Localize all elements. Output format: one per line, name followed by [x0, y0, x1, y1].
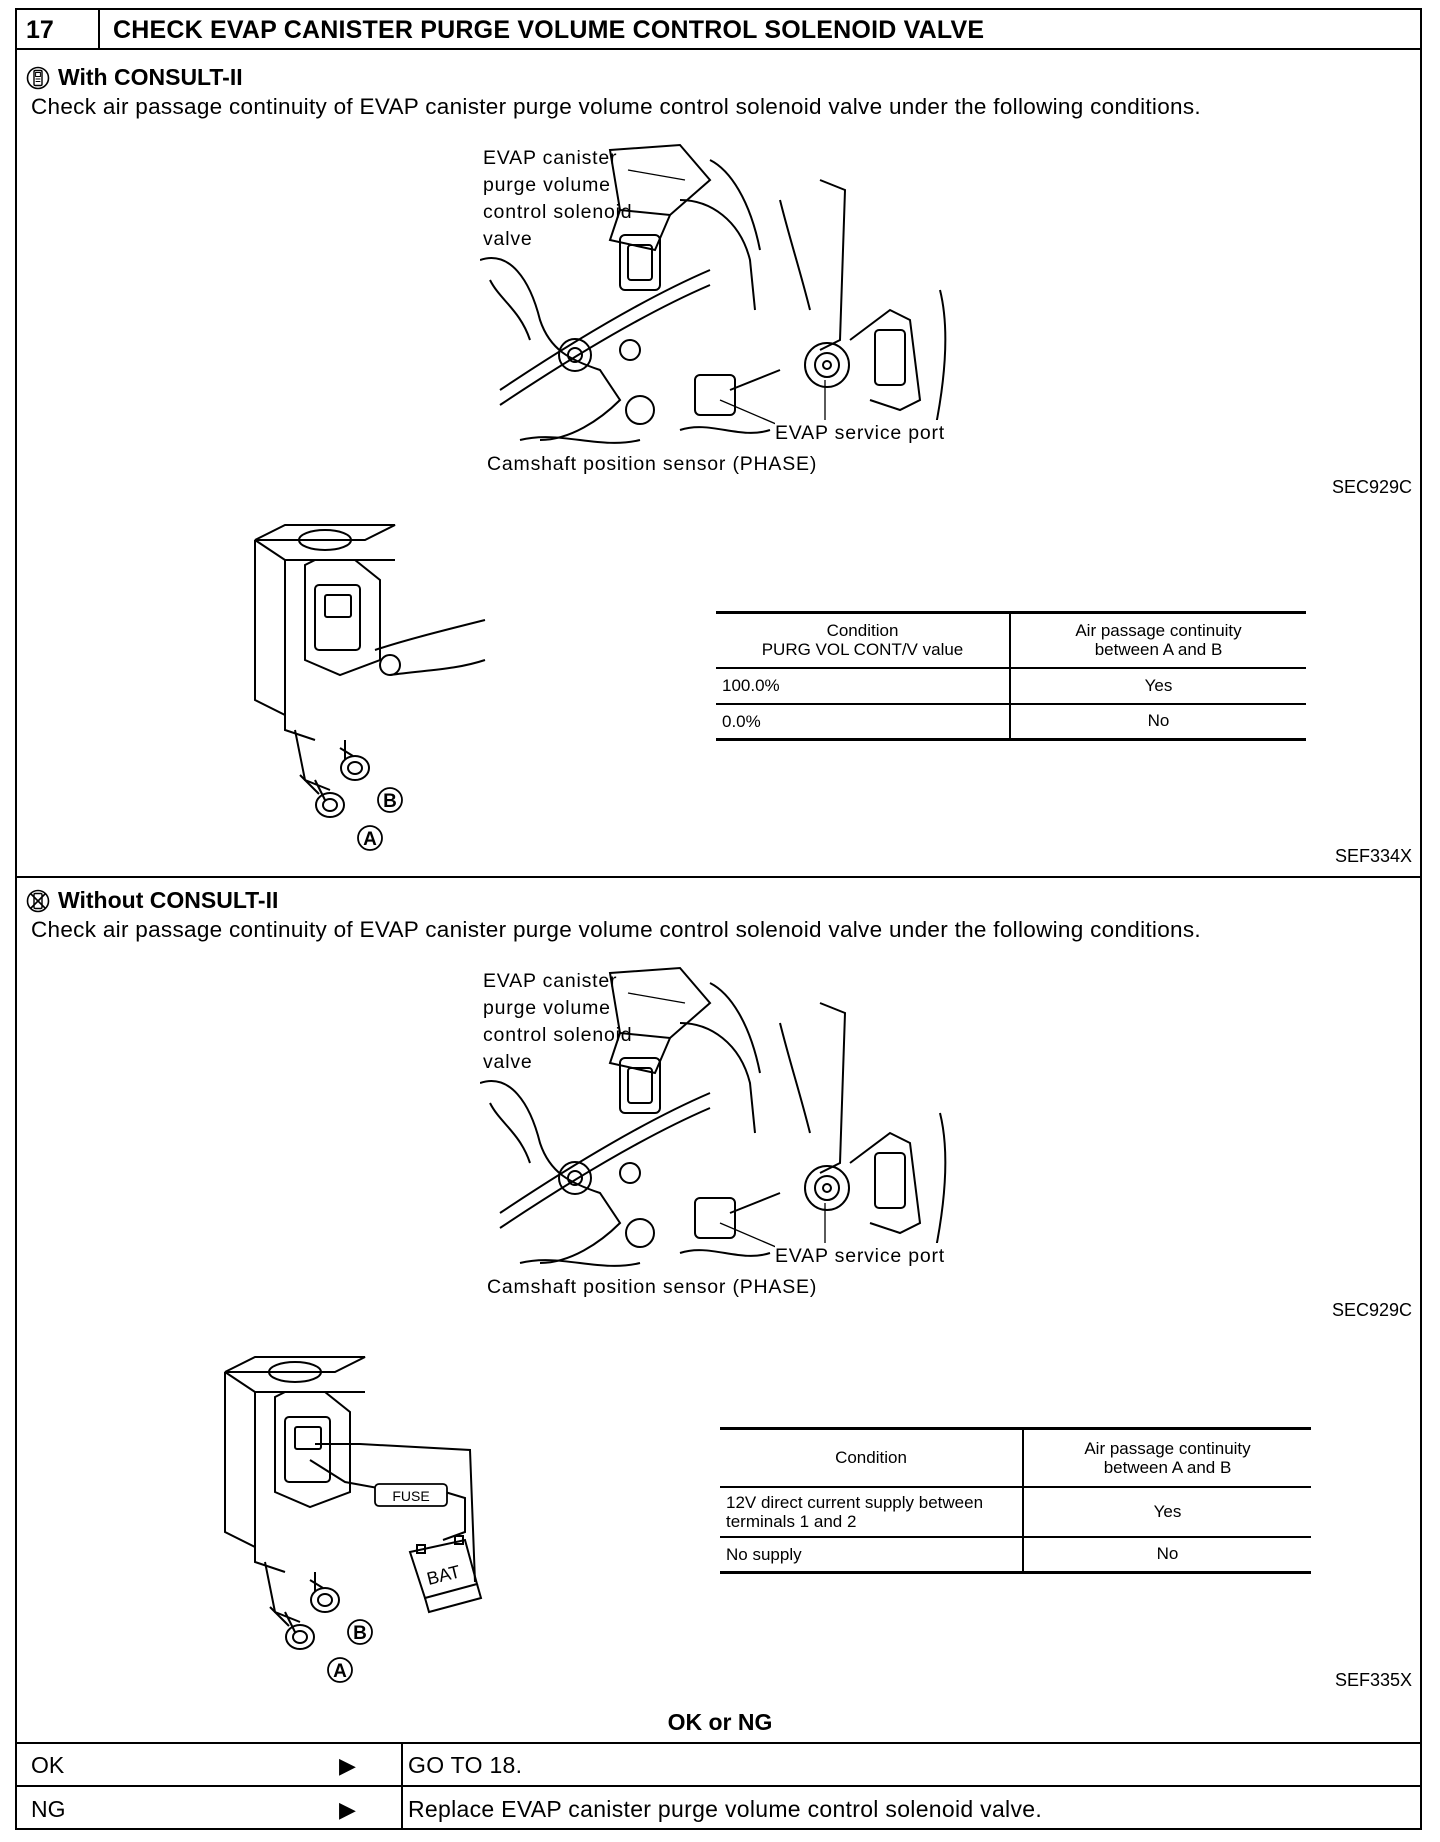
table-cell-condition: 0.0% — [716, 704, 1010, 740]
table-header-condition: Condition — [720, 1429, 1023, 1487]
with-consult-heading — [26, 64, 243, 91]
port-a-label: A — [363, 829, 377, 850]
consult-condition-table — [716, 611, 1306, 741]
table-row — [720, 1537, 1311, 1573]
consult-tool-icon — [26, 66, 50, 90]
table-row — [720, 1487, 1311, 1537]
result-column-divider — [401, 1742, 403, 1830]
no-consult-tool-icon — [26, 889, 50, 913]
result-action-ng: Replace EVAP canister purge volume control solenoid valve. — [408, 1796, 1043, 1822]
result-divider — [15, 1742, 1422, 1744]
valve-callout-line: purge volume — [483, 174, 611, 196]
valve-callout-line: control solenoid — [483, 1024, 633, 1046]
table-header-condition: Condition PURG VOL CONT/V value — [716, 613, 1010, 668]
valve-callout-line: EVAP canister — [483, 147, 618, 169]
figure-code: SEF334X — [1334, 846, 1412, 866]
valve-callout-1 — [483, 145, 632, 253]
fuse-label: FUSE — [392, 1488, 430, 1504]
valve-callout-line: valve — [483, 228, 533, 250]
valve-callout-2 — [483, 968, 632, 1076]
valve-callout-line: purge volume — [483, 997, 611, 1019]
table-cell-condition: No supply — [720, 1537, 1023, 1573]
table-cell-condition: 100.0% — [716, 668, 1010, 704]
service-port-callout-1: EVAP service port — [775, 420, 945, 447]
header-divider — [15, 48, 1422, 50]
port-b-label: B — [383, 791, 397, 812]
battery-label: BAT — [424, 1561, 463, 1589]
table-cell-result: Yes — [1153, 1501, 1182, 1521]
ok-ng-prompt: OK or NG — [667, 1709, 773, 1735]
figure-code: SEF335X — [1334, 1670, 1412, 1690]
step-number: 17 — [26, 16, 54, 44]
port-a-label: A — [333, 1661, 347, 1682]
with-consult-instruction: Check air passage continuity of EVAP canister purge volume control solenoid valve under the following conditions. — [31, 94, 1201, 119]
valve-callout-line: control solenoid — [483, 201, 633, 223]
cam-sensor-callout-1: Camshaft position sensor (PHASE) — [487, 451, 817, 478]
step-title: CHECK EVAP CANISTER PURGE VOLUME CONTROL SOLENOID VALVE — [113, 16, 985, 44]
without-consult-instruction: Check air passage continuity of EVAP canister purge volume control solenoid valve under the following conditions. — [31, 917, 1201, 942]
valve-callout-line: valve — [483, 1051, 533, 1073]
table-cell-result: Yes — [1144, 675, 1173, 695]
solenoid-valve-battery-illustration — [215, 1352, 605, 1692]
table-header-continuity: Air passage continuity between A and B — [1075, 621, 1242, 660]
table-cell-condition: 12V direct current supply between terminals 1 and 2 — [720, 1487, 1023, 1537]
table-cell-result: No — [1147, 711, 1170, 731]
cam-sensor-callout-2: Camshaft position sensor (PHASE) — [487, 1274, 817, 1301]
table-row — [716, 668, 1306, 704]
valve-callout-line: EVAP canister — [483, 970, 618, 992]
section-divider — [15, 876, 1422, 878]
no-consult-condition-table — [720, 1427, 1311, 1574]
figure-code: SEC929C — [1331, 1300, 1412, 1320]
result-divider — [15, 1785, 1422, 1787]
table-cell-result: No — [1156, 1544, 1179, 1564]
arrow-right-icon: ▶ — [339, 1797, 356, 1822]
service-port-callout-2: EVAP service port — [775, 1243, 945, 1270]
result-action-ok: GO TO 18. — [408, 1752, 523, 1778]
figure-code: SEC929C — [1331, 477, 1412, 497]
result-label-ok: OK — [31, 1752, 65, 1778]
result-label-ng: NG — [31, 1796, 66, 1822]
arrow-right-icon: ▶ — [339, 1753, 356, 1778]
without-consult-heading-text: Without CONSULT-II — [58, 887, 279, 913]
table-row — [716, 704, 1306, 740]
table-header-continuity: Air passage continuity between A and B — [1084, 1438, 1251, 1477]
header-column-divider — [98, 8, 100, 49]
without-consult-heading — [26, 887, 278, 914]
solenoid-valve-illustration-1 — [245, 520, 495, 860]
with-consult-heading-text: With CONSULT-II — [58, 64, 243, 90]
port-b-label: B — [353, 1623, 367, 1644]
